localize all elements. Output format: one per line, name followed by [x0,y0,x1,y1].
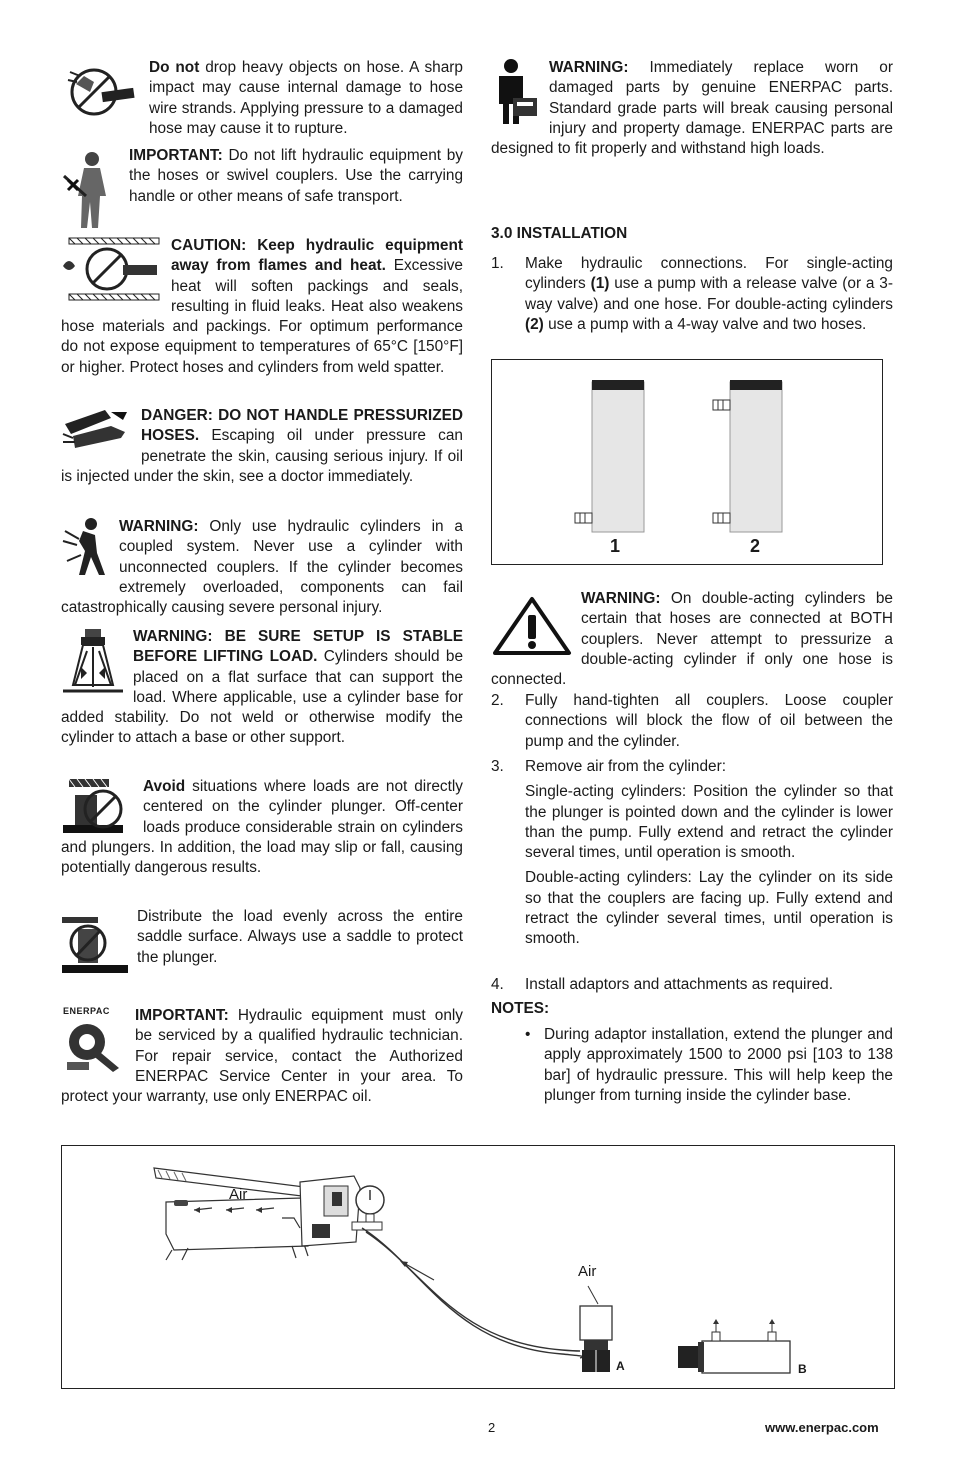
person-struck-icon [61,517,111,579]
single-acting-cylinder [592,382,644,532]
air-label-pump: Air [229,1186,248,1203]
oil-injection-hand-icon [61,406,133,452]
step-2: 2. Fully hand-tighten all couplers. Loose coupler connections will block the flow of oil between the pump and the cylinder. [491,692,893,750]
page-number: 2 [488,1420,496,1435]
figure-label-1: 1 [610,536,621,556]
wrench-gear-icon [61,1018,125,1072]
important-service: ENERPAC IMPORTANT: Hydraulic equipment must only be serviced by a qualified hydraulic technician. For repair service, contact the Authorized ENERPAC Service Center in your area. To protect your warranty, use only ENERPAC oil. [61,1006,463,1106]
danger-pressurized-hoses: DANGER: DO NOT HANDLE PRESSURIZED HOSES. Escaping oil under pressure can penetrate the skin, causing serious injury. If oil is injected under the skin, see a doctor immediately. [61,407,463,485]
notes-heading: NOTES: [491,1000,550,1017]
air-label-cylinder: Air [578,1263,597,1280]
warning-coupled-system: WARNING: Only use hydraulic cylinders in a coupled system. Never use a cylinder with unconnected couplers. If the cylinder becomes extremely overloaded, components can fail catastrophically causing severe personal injury. [61,518,463,617]
off-center-load-icon [61,777,135,837]
air-removal-figure [61,1145,895,1389]
double-acting-cylinder [730,382,782,532]
distribute-load: Distribute the load evenly across the entire saddle surface. Always use a saddle to protect the plunger. [137,908,463,966]
label-a: A [616,1359,625,1373]
warning-stable-setup: WARNING: BE SURE SETUP IS STABLE BEFORE LIFTING LOAD. Cylinders should be placed on a flat surface that can support the load. Where applicable, use a cylinder base for added stability. Do not weld or otherwise modify the cylinder to attach a base or other support. [61,628,464,747]
step-3-double-acting: Double-acting cylinders: Lay the cylinder on its side so that the couplers are facing up. Fully extend and retract the cylinder several times, until operation is smooth. [525,869,893,948]
cylinder-figure [491,359,883,565]
technician-icon [491,58,541,126]
person-lifting-icon [58,150,120,235]
cylinder-b [702,1341,790,1373]
hose-drop-warning: Do not drop heavy objects on hose. A sharp impact may cause internal damage to hose wire strands. Applying pressure to a damaged hose may cause it to rupture. [149,59,463,137]
step-4: 4. Install adaptors and attachments as required. [491,976,833,993]
flame-heat-icon [61,236,163,306]
hose-impact-icon [62,62,138,125]
hydraulic-hose [362,1228,583,1358]
step-1: 1. Make hydraulic connections. For single-acting cylinders (1) use a pump with a release valve (or a 3-way valve) and one hose. For double-acting cylinders (2) use a pump with a 4-way valve and two hoses. [491,255,893,333]
enerpac-logo: ENERPAC [61,1006,125,1072]
figure-label-2: 2 [750,536,761,556]
lift-important: IMPORTANT: Do not lift hydraulic equipment by the hoses or swivel couplers. Use the carrying handle or other means of safe transport. [129,147,463,205]
step-3-single-acting: Single-acting cylinders: Position the cylinder so that the plunger is pointed down and the cylinder is lower than the pump. Fully extend and retract the cylinder several times, until operation is smooth. [525,783,893,862]
footer-url[interactable]: www.enerpac.com [765,1420,879,1435]
note-1: • During adaptor installation, extend the plunger and apply approximately 1500 to 2000 psi [103 to 138 bar] of hydraulic pressure. This will help keep the plunger from turning inside the cylinder base. [525,1026,893,1104]
label-b: B [798,1362,807,1376]
warning-double-acting: WARNING: On double-acting cylinders be certain that hoses are connected at BOTH couplers. Never attempt to pressurize a double-acting cylinder if only one hose is connected. [491,590,893,689]
caution-heat: CAUTION: Keep hydraulic equipment away from flames and heat. Excessive heat will soften packings and seals, resulting in fluid leaks. Heat also weakens hose materials and packings. For optimum performance do not expose equipment to temperatures of 65°C [150°F] or higher. Protect hoses and cylinders from weld spatter. [61,237,463,376]
avoid-off-center-loads: Avoid situations where loads are not directly centered on the cylinder plunger. Off-center loads produce considerable strain on cylinders and plungers. In addition, the load may slip or fall, causing potentially dangerous results. [61,778,463,877]
warning-triangle-icon [491,595,573,657]
unstable-cylinder-icon [61,627,125,699]
pump-reservoir [166,1198,310,1250]
cylinder-a [580,1306,612,1340]
step-3: 3. Remove air from the cylinder: Single-acting cylinders: Position the cylinder so that the plunger is pointed down and the cylinder is lower than the pump. Fully extend and retract the cylinder several times, until operation is smooth. Double-acting cylinders: Lay the cylinder on its side so that the couplers are facing up. Fully extend and retract the cylinder several times, until operation is smooth. [491,757,893,950]
section-heading-installation: 3.0 INSTALLATION [491,225,628,242]
warning-genuine-parts: WARNING: Immediately replace worn or damaged parts by genuine ENERPAC parts. Standard grade parts will break causing personal injury and property damage. ENERPAC parts are designed to fit properly and withstand high loads. [491,59,893,158]
saddle-protect-icon [60,915,130,982]
